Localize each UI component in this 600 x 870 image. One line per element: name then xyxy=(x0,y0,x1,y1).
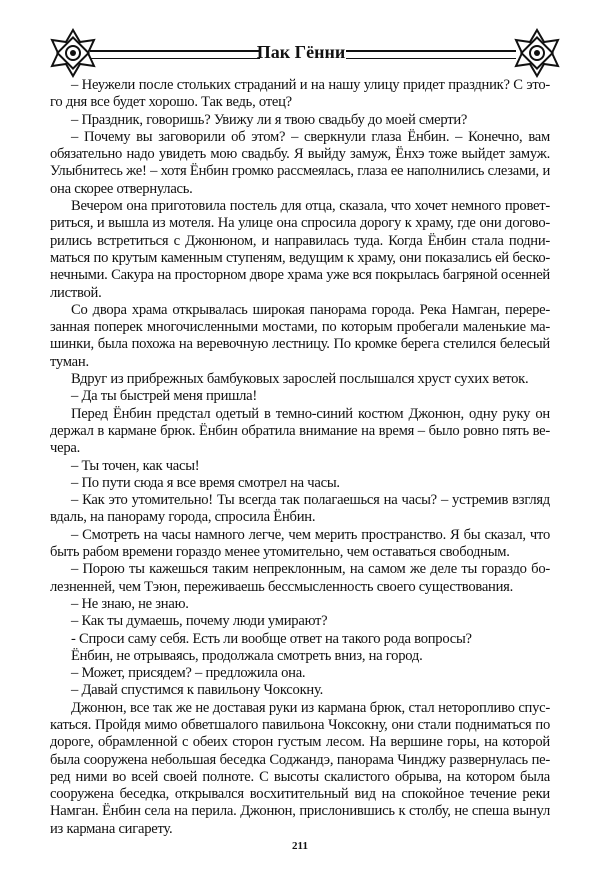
paragraph xyxy=(50,492,550,527)
body-text xyxy=(50,77,550,838)
text-line: Намган. Ёнбин села на перила. Джонюн, прислонившись к столбу, не спеша вынул xyxy=(50,803,550,820)
paragraph xyxy=(50,561,550,596)
text-line: держал в кармане брюк. Ёнбин обратила внимание на время – было ровно пять ве- xyxy=(50,422,550,439)
text-line: листвой. xyxy=(50,284,102,301)
page-title: Пак Гённи xyxy=(256,42,346,62)
paragraph xyxy=(50,613,550,630)
text-line: вдаль, на панораму города, спросила Ёнбин. xyxy=(50,509,316,526)
paragraph xyxy=(50,371,550,388)
text-line: обязательно надо увидеть мою свадьбу. Я выйду замуж, Ёнхэ тоже выйдет замуж. xyxy=(50,146,550,163)
text-line: рились встретиться с Джонюном, и направилась туда. Когда Ёнбин стала подни- xyxy=(50,232,550,249)
paragraph xyxy=(50,458,550,475)
text-line: шинки, была похожа на веревочную лестницу. По кромке берега стелился белесый xyxy=(50,336,550,353)
paragraph xyxy=(50,129,550,198)
paragraph xyxy=(50,631,550,648)
text-line: нечными. Сакура на просторном дворе храма уже вся покрылась багряной осенней xyxy=(50,267,550,284)
text-line: чера. xyxy=(50,440,80,457)
text-line: – Смотреть на часы намного легче, чем мерить пространство. Я бы сказал, что xyxy=(71,526,550,543)
text-line: из кармана сигарету. xyxy=(50,820,173,837)
text-line: – Праздник, говоришь? Увижу ли я твою свадьбу до моей смерти? xyxy=(71,111,468,128)
text-line: дороге, обрамленной с обеих сторон густым лесом. На вершине горы, на которой xyxy=(50,734,550,751)
paragraph xyxy=(50,700,550,838)
paragraph xyxy=(50,406,550,458)
header-rule-right xyxy=(346,50,516,59)
ornament-icon xyxy=(512,28,562,78)
paragraph xyxy=(50,475,550,492)
text-line: – Да ты быстрей меня пришла! xyxy=(71,388,258,405)
text-line: быть рабом времени гораздо менее утомительно, чем оставаться свободным. xyxy=(50,544,510,561)
text-line: Перед Ёнбин предстал одетый в темно-синий костюм Джонюн, одну руку он xyxy=(71,405,550,422)
text-line: Улыбнитесь же! – хотя Ёнбин громко рассмеялась, глаза ее наполнились слезами, и xyxy=(50,163,550,180)
text-line: – Порою ты кажешься таким непреклонным, на самом же деле ты гораздо бо- xyxy=(71,561,550,578)
text-line: каться. Пройдя мимо обветшалого павильона Чоксокну, они стали подниматься по xyxy=(50,716,550,733)
text-line: – Ты точен, как часы! xyxy=(71,457,200,474)
text-line: – Как это утомительно! Ты всегда так полагаешься на часы? – устремив взгляд xyxy=(71,492,550,509)
text-line: ред ними во всей своей полноте. С высоты скалистого обрыва, на котором была xyxy=(50,768,550,785)
paragraph xyxy=(50,648,550,665)
text-line: Вечером она приготовила постель для отца, сказала, что хочет немного провет- xyxy=(71,198,550,215)
text-line: го дня все будет хорошо. Так ведь, отец? xyxy=(50,94,292,111)
text-line: сооружена беседка, открывался восхитительный вид на спокойное течение реки xyxy=(50,786,550,803)
paragraph xyxy=(50,112,550,129)
paragraph xyxy=(50,527,550,562)
text-line: – Почему вы заговорили об этом? – сверкнули глаза Ёнбин. – Конечно, вам xyxy=(71,128,550,145)
text-line: Вдруг из прибрежных бамбуковых зарослей послышался хруст сухих веток. xyxy=(71,371,529,388)
page-number: 211 xyxy=(292,840,308,852)
text-line: - Спроси саму себя. Есть ли вообще ответ на такого рода вопросы? xyxy=(71,630,472,647)
paragraph xyxy=(50,388,550,405)
text-line: риться, и вышла из мотеля. На улице она спросила дорогу к храму, где они догово- xyxy=(50,215,550,232)
text-line: – Давай спустимся к павильону Чоксокну. xyxy=(71,682,323,699)
text-line: – Неужели после стольких страданий и на нашу улицу придет праздник? С это- xyxy=(71,77,550,93)
paragraph xyxy=(50,198,550,302)
paragraph xyxy=(50,302,550,371)
text-line: Джонюн, все так же не доставая руки из кармана брюк, стал неторопливо спус- xyxy=(71,699,550,716)
text-line: была сооружена небольшая беседка Соджандэ, панорама Чинджу развернулась пе- xyxy=(50,751,550,768)
text-line: – Может, присядем? – предложила она. xyxy=(71,665,306,682)
text-line: лезненней, чем Тэюн, переживаешь бессмысленность своего существования. xyxy=(50,578,514,595)
text-line: – Как ты думаешь, почему люди умирают? xyxy=(71,613,328,630)
text-line: она скорее отвернулась. xyxy=(50,180,193,197)
text-line: Ёнбин, не отрываясь, продолжала смотреть вниз, на город. xyxy=(71,647,423,664)
text-line: – Не знаю, не знаю. xyxy=(71,595,189,612)
text-line: туман. xyxy=(50,353,89,370)
paragraph xyxy=(50,596,550,613)
running-header xyxy=(40,28,562,84)
text-line: занная поперек многочисленными мостами, по которым пробегали маленькие ма- xyxy=(50,319,550,336)
paragraph xyxy=(50,665,550,682)
text-line: маться по крутым каменным ступеням, ведущим к храму, они показались ей беско- xyxy=(50,249,550,266)
paragraph xyxy=(50,682,550,699)
paragraph xyxy=(50,77,550,112)
text-line: Со двора храма открывалась широкая панорама города. Река Намган, перере- xyxy=(71,301,550,318)
text-line: – По пути сюда я все время смотрел на часы. xyxy=(71,474,340,491)
